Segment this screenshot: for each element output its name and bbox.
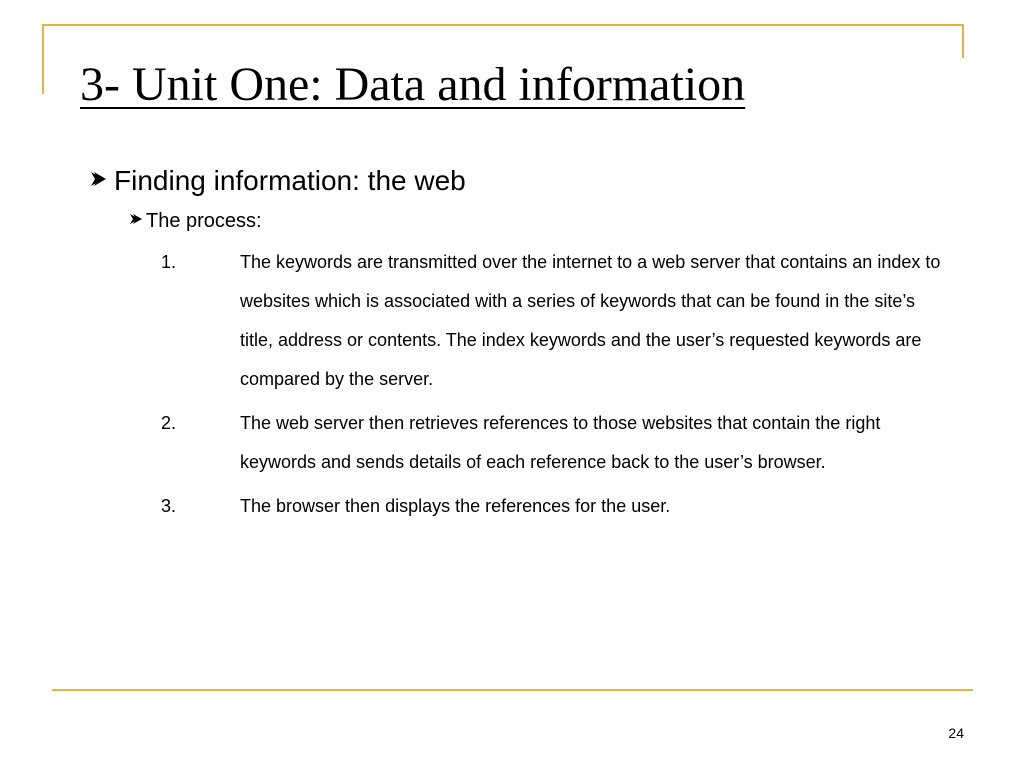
step-text: The browser then displays the references for the user. bbox=[240, 496, 671, 516]
sub-bullet-the-process bbox=[128, 208, 262, 234]
bullet-finding-information bbox=[88, 164, 466, 198]
list-item bbox=[161, 487, 951, 526]
frame-left-line bbox=[42, 24, 44, 94]
arrow-bullet-icon bbox=[128, 211, 146, 227]
page-number: 24 bbox=[948, 725, 964, 741]
arrow-bullet-icon bbox=[88, 168, 114, 190]
step-number: 3. bbox=[161, 496, 177, 516]
step-number: 1. bbox=[161, 252, 177, 272]
step-number: 2. bbox=[161, 413, 177, 433]
frame-top-line bbox=[42, 24, 964, 26]
frame-bottom-line bbox=[52, 689, 973, 691]
list-item bbox=[161, 404, 951, 482]
sub-bullet-text: The process: bbox=[146, 210, 262, 232]
bullet-text: Finding information: the web bbox=[114, 165, 466, 196]
process-steps-list bbox=[161, 243, 951, 531]
frame-right-line bbox=[962, 24, 964, 58]
list-item bbox=[161, 243, 951, 399]
slide-title: 3- Unit One: Data and information bbox=[80, 58, 746, 111]
step-text: The keywords are transmitted over the internet to a web server that contains an index to websites which is associated with a series of keywords that can be found in the site’s title, address or contents. The index keywords and the user’s requested keywords are compared by the server. bbox=[240, 252, 941, 389]
step-text: The web server then retrieves references to those websites that contain the right keywords and sends details of each reference back to the user’s browser. bbox=[240, 413, 881, 472]
